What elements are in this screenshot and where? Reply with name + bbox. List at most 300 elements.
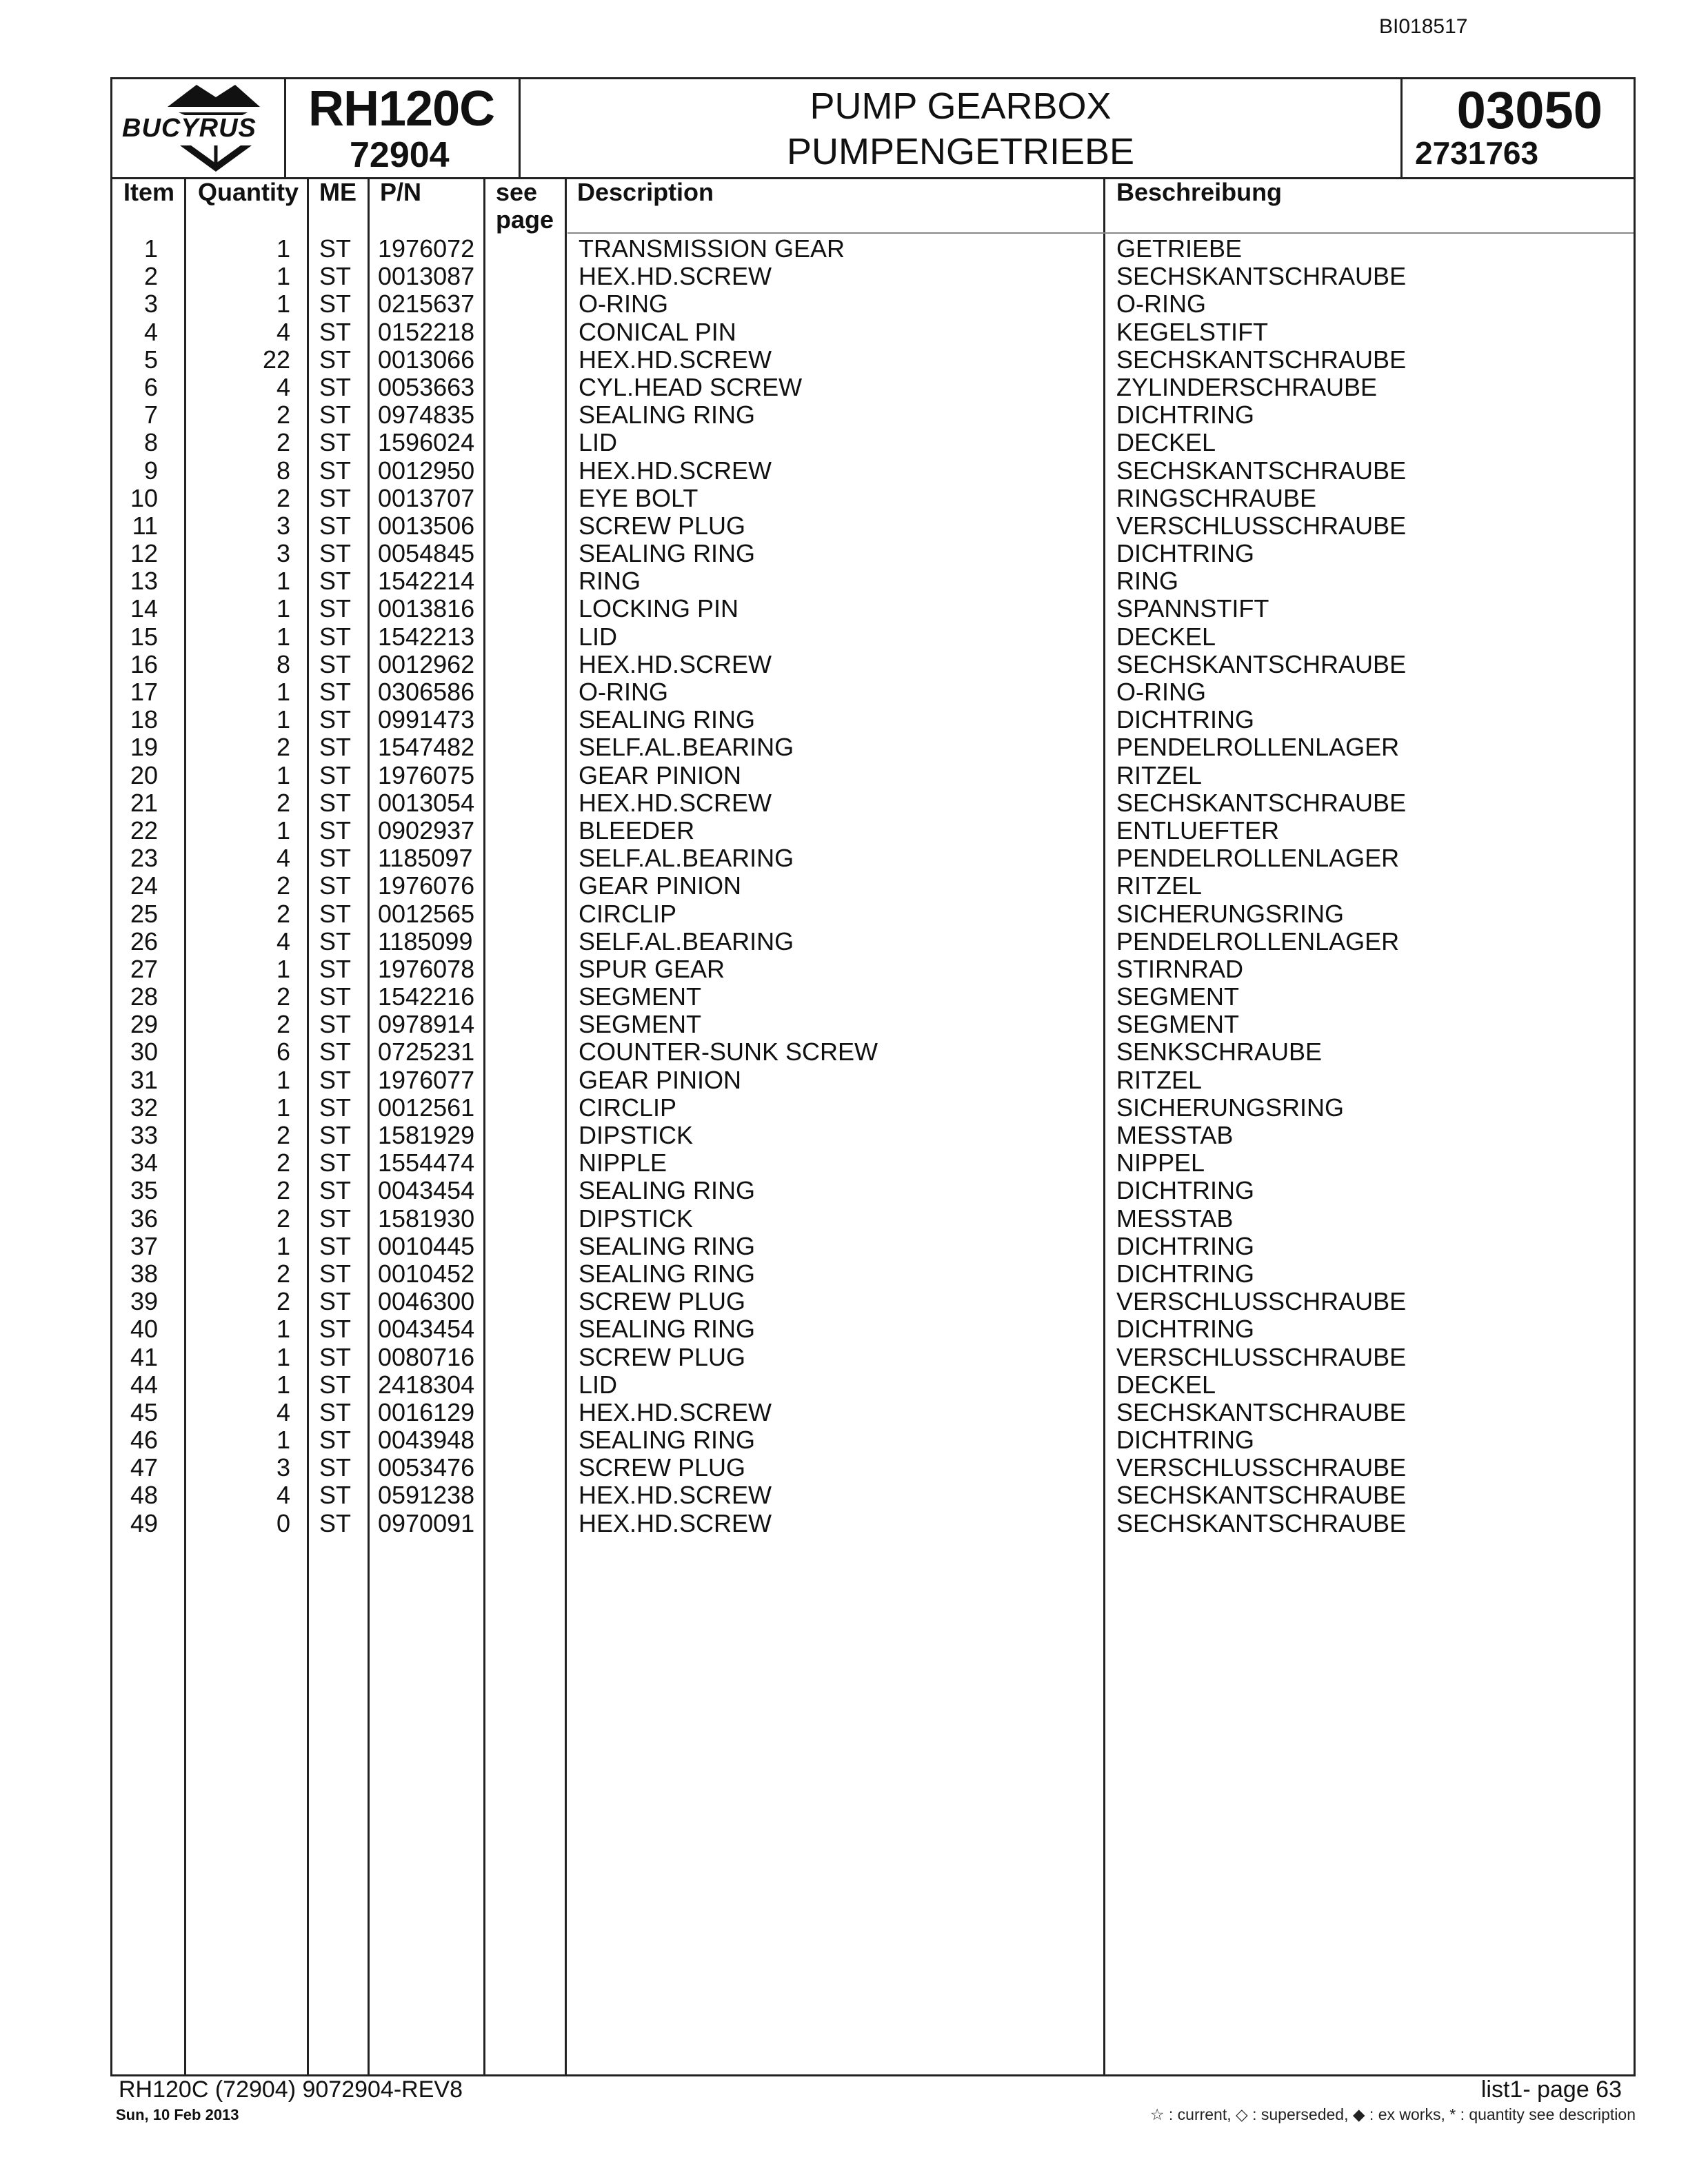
beschreibung: SECHSKANTSCHRAUBE: [1116, 262, 1407, 291]
part-number: 0012950: [378, 456, 475, 485]
quantity: 1: [276, 1315, 290, 1344]
quantity: 1: [276, 1342, 290, 1371]
beschreibung: SENKSCHRAUBE: [1116, 1038, 1323, 1066]
item-number: 34: [130, 1149, 158, 1177]
beschreibung: DICHTRING: [1116, 1231, 1254, 1260]
part-number: 1976072: [378, 234, 475, 263]
unit: ST: [319, 539, 352, 568]
table-row: [112, 1315, 1634, 1343]
part-number: 0013054: [378, 788, 475, 817]
quantity: 2: [276, 483, 290, 512]
table-row: [112, 872, 1634, 900]
beschreibung: O-RING: [1116, 290, 1206, 318]
item-number: 19: [130, 733, 158, 762]
beschreibung: RITZEL: [1116, 760, 1203, 789]
item-number: 10: [130, 483, 158, 512]
table-row: [112, 1011, 1634, 1038]
unit: ST: [319, 1065, 352, 1094]
beschreibung: SEGMENT: [1116, 982, 1240, 1011]
description: CYL.HEAD SCREW: [579, 372, 803, 401]
quantity: 1: [276, 1065, 290, 1094]
unit: ST: [319, 234, 352, 263]
footer-page-number: list1- page 63: [1480, 2076, 1622, 2103]
table-row: [112, 956, 1634, 983]
part-number: 0043948: [378, 1426, 475, 1455]
description: SCREW PLUG: [579, 1453, 746, 1482]
part-number: 0010445: [378, 1231, 475, 1260]
quantity: 1: [276, 290, 290, 318]
table-row: [112, 1288, 1634, 1315]
table-row: [112, 401, 1634, 429]
quantity: 22: [262, 345, 290, 374]
unit: ST: [319, 1426, 352, 1455]
item-number: 18: [130, 705, 158, 734]
table-row: [112, 1205, 1634, 1233]
footer-date: Sun, 10 Feb 2013: [116, 2106, 239, 2123]
unit: ST: [319, 1508, 352, 1537]
table-row: [112, 540, 1634, 567]
description: COUNTER-SUNK SCREW: [579, 1038, 878, 1066]
quantity: 2: [276, 1149, 290, 1177]
unit: ST: [319, 262, 352, 291]
item-number: 31: [130, 1065, 158, 1094]
description: SPUR GEAR: [579, 954, 725, 983]
description: RING: [579, 567, 641, 596]
description: SELF.AL.BEARING: [579, 927, 794, 956]
unit: ST: [319, 954, 352, 983]
col-header-quantity: Quantity: [198, 178, 299, 206]
quantity: 1: [276, 1370, 290, 1399]
table-row: [112, 318, 1634, 346]
beschreibung: VERSCHLUSSCHRAUBE: [1116, 1342, 1407, 1371]
quantity: 1: [276, 954, 290, 983]
table-row: [112, 762, 1634, 789]
description: HEX.HD.SCREW: [579, 788, 772, 817]
col-header-beschreibung: Beschreibung: [1116, 178, 1283, 206]
description: O-RING: [579, 290, 668, 318]
description: SCREW PLUG: [579, 511, 746, 540]
beschreibung: PENDELROLLENLAGER: [1116, 844, 1400, 873]
description: CIRCLIP: [579, 899, 677, 928]
unit: ST: [319, 1231, 352, 1260]
table-row: [112, 1177, 1634, 1204]
part-number: 0725231: [378, 1038, 475, 1066]
part-number: 0970091: [378, 1508, 475, 1537]
beschreibung: VERSCHLUSSCHRAUBE: [1116, 511, 1407, 540]
beschreibung: RING: [1116, 567, 1178, 596]
beschreibung: RITZEL: [1116, 1065, 1203, 1094]
item-number: 36: [130, 1204, 158, 1233]
description: GEAR PINION: [579, 1065, 742, 1094]
table-row: [112, 290, 1634, 318]
quantity: 4: [276, 1397, 290, 1426]
part-number: 0013707: [378, 483, 475, 512]
description: HEX.HD.SCREW: [579, 1508, 772, 1537]
item-number: 3: [143, 290, 158, 318]
table-row: [112, 983, 1634, 1011]
description: SEALING RING: [579, 1426, 756, 1455]
part-number: 0080716: [378, 1342, 475, 1371]
part-number: 1976077: [378, 1065, 475, 1094]
beschreibung: RINGSCHRAUBE: [1116, 483, 1317, 512]
description: SEALING RING: [579, 539, 756, 568]
beschreibung: RITZEL: [1116, 871, 1203, 900]
part-number: 0215637: [378, 290, 475, 318]
part-number: 0053663: [378, 372, 475, 401]
beschreibung: SECHSKANTSCHRAUBE: [1116, 649, 1407, 678]
table-row: [112, 1260, 1634, 1288]
quantity: 2: [276, 1204, 290, 1233]
description: GEAR PINION: [579, 871, 742, 900]
beschreibung: SECHSKANTSCHRAUBE: [1116, 345, 1407, 374]
description: SCREW PLUG: [579, 1342, 746, 1371]
item-number: 33: [130, 1121, 158, 1149]
quantity: 2: [276, 982, 290, 1011]
col-header-item: Item: [123, 178, 175, 206]
table-row: [112, 1482, 1634, 1509]
item-number: 22: [130, 816, 158, 845]
item-number: 37: [130, 1231, 158, 1260]
table-row: [112, 263, 1634, 290]
unit: ST: [319, 1121, 352, 1149]
item-number: 35: [130, 1176, 158, 1205]
quantity: 2: [276, 733, 290, 762]
description: SCREW PLUG: [579, 1287, 746, 1316]
unit: ST: [319, 317, 352, 346]
item-number: 9: [143, 456, 158, 485]
description: CONICAL PIN: [579, 317, 736, 346]
item-number: 4: [143, 317, 158, 346]
beschreibung: SEGMENT: [1116, 1010, 1240, 1039]
beschreibung: ZYLINDERSCHRAUBE: [1116, 372, 1378, 401]
unit: ST: [319, 1342, 352, 1371]
item-number: 49: [130, 1508, 158, 1537]
title-cell: [521, 79, 1403, 177]
beschreibung: VERSCHLUSSCHRAUBE: [1116, 1453, 1407, 1482]
part-number: 1976078: [378, 954, 475, 983]
quantity: 1: [276, 1231, 290, 1260]
model-cell: [286, 79, 521, 177]
part-number: 0012561: [378, 1093, 475, 1122]
unit: ST: [319, 1038, 352, 1066]
part-number: 1581929: [378, 1121, 475, 1149]
table-row: [112, 346, 1634, 374]
beschreibung: DICHTRING: [1116, 705, 1254, 734]
beschreibung: DICHTRING: [1116, 1426, 1254, 1455]
table-row: [112, 928, 1634, 956]
unit: ST: [319, 1259, 352, 1288]
description: GEAR PINION: [579, 760, 742, 789]
part-number: 0013816: [378, 594, 475, 623]
footer-document-ref: RH120C (72904) 9072904-REV8: [119, 2076, 463, 2103]
quantity: 1: [276, 1093, 290, 1122]
table-row: [112, 595, 1634, 623]
item-number: 6: [143, 372, 158, 401]
table-row: [112, 651, 1634, 678]
header-underline: [567, 232, 1634, 234]
item-number: 32: [130, 1093, 158, 1122]
item-number: 8: [143, 428, 158, 457]
part-number: 0991473: [378, 705, 475, 734]
item-number: 38: [130, 1259, 158, 1288]
title-english: PUMP GEARBOX: [810, 85, 1112, 127]
part-number: 0013506: [378, 511, 475, 540]
item-number: 44: [130, 1370, 158, 1399]
table-row: [112, 1399, 1634, 1426]
title-german: PUMPENGETRIEBE: [786, 131, 1135, 172]
description: SELF.AL.BEARING: [579, 844, 794, 873]
item-number: 25: [130, 899, 158, 928]
beschreibung: STIRNRAD: [1116, 954, 1244, 983]
description: HEX.HD.SCREW: [579, 345, 772, 374]
unit: ST: [319, 760, 352, 789]
item-number: 39: [130, 1287, 158, 1316]
table-row: [112, 1094, 1634, 1122]
footer-legend: ☆ : current, ◇ : superseded, ◆ : ex works, * : quantity see description: [1149, 2105, 1636, 2123]
unit: ST: [319, 1010, 352, 1039]
item-number: 1: [143, 234, 158, 263]
unit: ST: [319, 1315, 352, 1344]
table-row: [112, 429, 1634, 456]
unit: ST: [319, 622, 352, 651]
quantity: 1: [276, 705, 290, 734]
unit: ST: [319, 705, 352, 734]
quantity: 4: [276, 317, 290, 346]
group-number: 03050: [1456, 81, 1602, 140]
parts-table-body: [112, 235, 1634, 1537]
unit: ST: [319, 1453, 352, 1482]
beschreibung: SECHSKANTSCHRAUBE: [1116, 1397, 1407, 1426]
quantity: 1: [276, 567, 290, 596]
part-number: 1542213: [378, 622, 475, 651]
item-number: 21: [130, 788, 158, 817]
table-row: [112, 1454, 1634, 1482]
beschreibung: SECHSKANTSCHRAUBE: [1116, 1481, 1407, 1510]
item-number: 15: [130, 622, 158, 651]
quantity: 8: [276, 456, 290, 485]
quantity: 1: [276, 234, 290, 263]
quantity: 2: [276, 401, 290, 429]
unit: ST: [319, 1149, 352, 1177]
beschreibung: SICHERUNGSRING: [1116, 1093, 1345, 1122]
logo-text: BUCYRUS: [122, 114, 257, 143]
quantity: 4: [276, 1481, 290, 1510]
beschreibung: PENDELROLLENLAGER: [1116, 733, 1400, 762]
table-row: [112, 1510, 1634, 1537]
unit: ST: [319, 483, 352, 512]
unit: ST: [319, 899, 352, 928]
beschreibung: DECKEL: [1116, 1370, 1216, 1399]
unit: ST: [319, 594, 352, 623]
table-row: [112, 567, 1634, 595]
quantity: 1: [276, 678, 290, 706]
quantity: 3: [276, 1453, 290, 1482]
quantity: 0: [276, 1508, 290, 1537]
description: SELF.AL.BEARING: [579, 733, 794, 762]
table-row: [112, 457, 1634, 485]
description: LID: [579, 1370, 618, 1399]
part-number: 1547482: [378, 733, 475, 762]
beschreibung: KEGELSTIFT: [1116, 317, 1269, 346]
description: SEALING RING: [579, 1176, 756, 1205]
part-number: 1554474: [378, 1149, 475, 1177]
unit: ST: [319, 456, 352, 485]
part-number: 0012962: [378, 649, 475, 678]
description: EYE BOLT: [579, 483, 699, 512]
beschreibung: SECHSKANTSCHRAUBE: [1116, 788, 1407, 817]
document-id: BI018517: [1379, 15, 1468, 38]
quantity: 4: [276, 844, 290, 873]
item-number: 45: [130, 1397, 158, 1426]
unit: ST: [319, 511, 352, 540]
description: LID: [579, 622, 618, 651]
beschreibung: DECKEL: [1116, 622, 1216, 651]
beschreibung: GETRIEBE: [1116, 234, 1243, 263]
table-row: [112, 734, 1634, 761]
unit: ST: [319, 290, 352, 318]
part-number: 0013066: [378, 345, 475, 374]
table-row: [112, 900, 1634, 928]
unit: ST: [319, 982, 352, 1011]
model-name: RH120C: [308, 81, 495, 136]
part-number: 0974835: [378, 401, 475, 429]
beschreibung: MESSTAB: [1116, 1204, 1234, 1233]
part-number: 0043454: [378, 1176, 475, 1205]
item-number: 16: [130, 649, 158, 678]
table-row: [112, 374, 1634, 401]
description: DIPSTICK: [579, 1121, 694, 1149]
quantity: 1: [276, 262, 290, 291]
item-number: 2: [143, 262, 158, 291]
part-number: 1581930: [378, 1204, 475, 1233]
part-number: 0043454: [378, 1315, 475, 1344]
beschreibung: DICHTRING: [1116, 539, 1254, 568]
table-row: [112, 706, 1634, 734]
unit: ST: [319, 871, 352, 900]
quantity: 4: [276, 372, 290, 401]
part-number: 0306586: [378, 678, 475, 706]
unit: ST: [319, 649, 352, 678]
table-row: [112, 789, 1634, 817]
table-row: [112, 678, 1634, 706]
item-number: 40: [130, 1315, 158, 1344]
group-sub-number: 2731763: [1415, 135, 1539, 171]
beschreibung: VERSCHLUSSCHRAUBE: [1116, 1287, 1407, 1316]
quantity: 2: [276, 1010, 290, 1039]
unit: ST: [319, 1481, 352, 1510]
part-number: 1185099: [378, 927, 473, 956]
part-number: 0053476: [378, 1453, 475, 1482]
beschreibung: SICHERUNGSRING: [1116, 899, 1345, 928]
item-number: 28: [130, 982, 158, 1011]
part-number: 0591238: [378, 1481, 475, 1510]
item-number: 46: [130, 1426, 158, 1455]
description: LOCKING PIN: [579, 594, 739, 623]
item-number: 27: [130, 954, 158, 983]
table-row: [112, 1344, 1634, 1371]
quantity: 2: [276, 1121, 290, 1149]
beschreibung: MESSTAB: [1116, 1121, 1234, 1149]
quantity: 4: [276, 927, 290, 956]
beschreibung: DICHTRING: [1116, 1176, 1254, 1205]
unit: ST: [319, 678, 352, 706]
part-number: 1185097: [378, 844, 473, 873]
col-header-description: Description: [577, 178, 714, 206]
unit: ST: [319, 372, 352, 401]
part-number: 0013087: [378, 262, 475, 291]
model-number: 72904: [350, 135, 450, 175]
item-number: 29: [130, 1010, 158, 1039]
part-number: 0978914: [378, 1010, 475, 1039]
beschreibung: SECHSKANTSCHRAUBE: [1116, 456, 1407, 485]
item-number: 20: [130, 760, 158, 789]
item-number: 11: [132, 511, 158, 540]
beschreibung: SECHSKANTSCHRAUBE: [1116, 1508, 1407, 1537]
description: DIPSTICK: [579, 1204, 694, 1233]
beschreibung: SPANNSTIFT: [1116, 594, 1269, 623]
unit: ST: [319, 1287, 352, 1316]
unit: ST: [319, 816, 352, 845]
part-number: 0016129: [378, 1397, 475, 1426]
table-row: [112, 235, 1634, 263]
part-number: 1976075: [378, 760, 475, 789]
table-row: [112, 1122, 1634, 1149]
beschreibung: DICHTRING: [1116, 401, 1254, 429]
quantity: 8: [276, 649, 290, 678]
description: NIPPLE: [579, 1149, 667, 1177]
col-header-pn: P/N: [380, 178, 422, 206]
unit: ST: [319, 345, 352, 374]
table-row: [112, 845, 1634, 872]
item-number: 5: [143, 345, 158, 374]
beschreibung: DECKEL: [1116, 428, 1216, 457]
item-number: 17: [130, 678, 158, 706]
description: SEGMENT: [579, 982, 702, 1011]
beschreibung: O-RING: [1116, 678, 1206, 706]
part-number: 0902937: [378, 816, 475, 845]
description: SEALING RING: [579, 401, 756, 429]
part-number: 1596024: [378, 428, 475, 457]
description: LID: [579, 428, 618, 457]
description: HEX.HD.SCREW: [579, 649, 772, 678]
part-number: 2418304: [378, 1370, 475, 1399]
quantity: 1: [276, 760, 290, 789]
table-row: [112, 1371, 1634, 1399]
table-row: [112, 512, 1634, 540]
unit: ST: [319, 927, 352, 956]
col-header-see: see: [496, 178, 538, 206]
col-header-me: ME: [319, 178, 356, 206]
description: O-RING: [579, 678, 668, 706]
quantity: 2: [276, 788, 290, 817]
logo-cell: [112, 79, 286, 177]
description: SEALING RING: [579, 1259, 756, 1288]
item-number: 13: [130, 567, 158, 596]
part-number: 1976076: [378, 871, 475, 900]
description: HEX.HD.SCREW: [579, 1397, 772, 1426]
unit: ST: [319, 1093, 352, 1122]
beschreibung: DICHTRING: [1116, 1315, 1254, 1344]
quantity: 2: [276, 1287, 290, 1316]
description: HEX.HD.SCREW: [579, 1481, 772, 1510]
item-number: 14: [130, 594, 158, 623]
item-number: 7: [143, 401, 158, 429]
beschreibung: ENTLUEFTER: [1116, 816, 1280, 845]
description: BLEEDER: [579, 816, 695, 845]
unit: ST: [319, 1204, 352, 1233]
unit: ST: [319, 1176, 352, 1205]
header-row: [112, 79, 1634, 179]
